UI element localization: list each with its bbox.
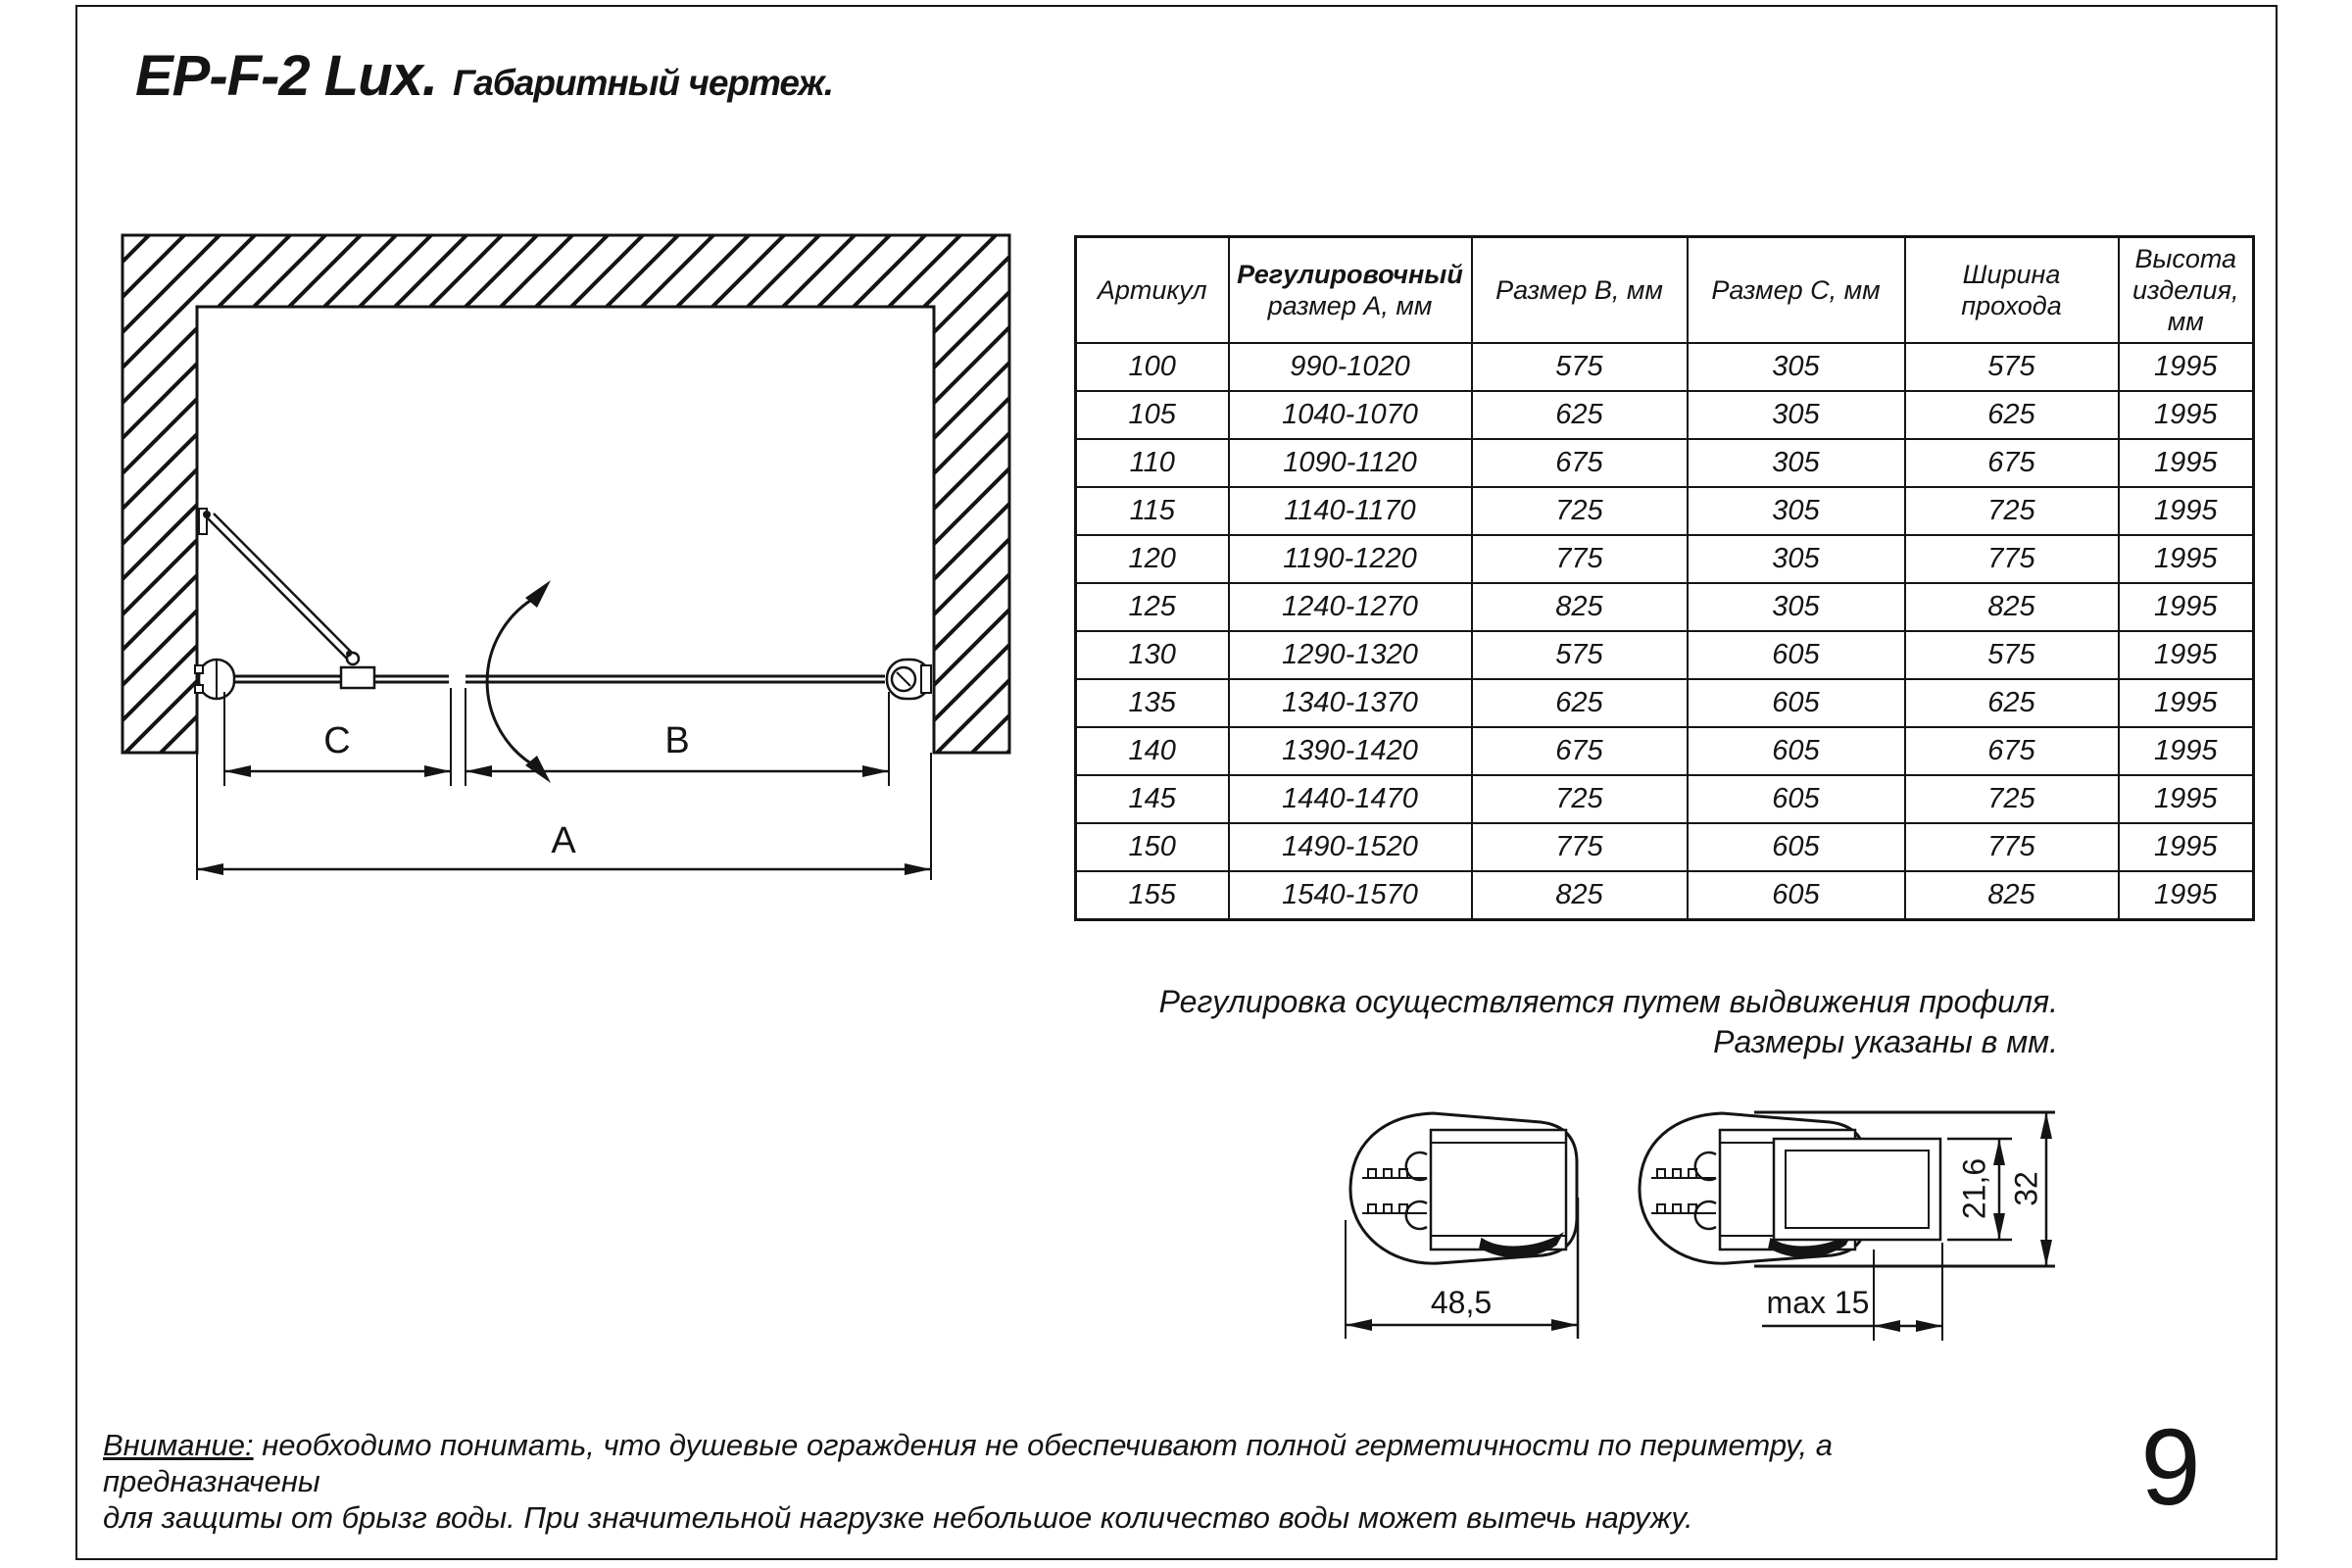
table-cell: 625 [1472,679,1688,727]
table-cell: 575 [1472,343,1688,391]
table-cell: 725 [1472,487,1688,535]
size-table [1074,235,2255,921]
table-cell: 1040-1070 [1229,391,1472,439]
table-cell: 675 [1472,727,1688,775]
dimension-b-label: B [664,720,690,761]
table-cell: 625 [1472,391,1688,439]
table-cell: 115 [1076,487,1229,535]
profile-width-dim-label: 48,5 [1430,1285,1493,1320]
note-line-1: Регулировка осуществляется путем выдвижения профиля. [1158,984,2058,1019]
table-row [1076,439,2254,487]
dimension-a-label: A [551,820,576,861]
table-cell: 605 [1688,631,1905,679]
table-cell: 625 [1905,679,2119,727]
table-cell: 825 [1472,871,1688,920]
warning-line-2: для защиты от брызг воды. При значительной нагрузке небольшое количество воды может вытечь наружу. [103,1500,1693,1535]
pivot-block [341,667,374,688]
table-cell: 575 [1905,343,2119,391]
table-cell: 1995 [2119,871,2254,920]
header-cell: Размер С, мм [1688,237,1905,344]
table-cell: 1340-1370 [1229,679,1472,727]
table-cell: 1440-1470 [1229,775,1472,823]
warning-text [103,1427,2053,1536]
left-wall-profile [195,660,234,699]
profile-inner-height-dim-label: 21,6 [1956,1157,1992,1220]
warning-label: Внимание: [103,1428,254,1462]
table-cell: 305 [1688,535,1905,583]
table-cell: 1995 [2119,775,2254,823]
table-cell: 1995 [2119,631,2254,679]
table-cell: 625 [1905,391,2119,439]
profile-cross-sections [1333,1068,2107,1382]
warning-line-1 [103,1427,2053,1499]
table-row [1076,583,2254,631]
table-cell: 675 [1905,439,2119,487]
table-row [1076,487,2254,535]
table-cell: 990-1020 [1229,343,1472,391]
table-cell: 725 [1905,775,2119,823]
table-cell: 1090-1120 [1229,439,1472,487]
table-row [1076,775,2254,823]
table-cell: 775 [1472,823,1688,871]
table-row [1076,871,2254,920]
table-cell: 675 [1472,439,1688,487]
header-cell: Высота изделия, мм [2119,237,2254,344]
table-cell: 150 [1076,823,1229,871]
page-number: 9 [2140,1407,2201,1528]
table-cell: 725 [1472,775,1688,823]
table-cell: 1240-1270 [1229,583,1472,631]
table-cell: 1995 [2119,391,2254,439]
table-cell: 1290-1320 [1229,631,1472,679]
table-cell: 305 [1688,343,1905,391]
table-cell: 305 [1688,391,1905,439]
header-cell: Артикул [1076,237,1229,344]
table-cell: 605 [1688,775,1905,823]
table-cell: 575 [1472,631,1688,679]
table-cell: 155 [1076,871,1229,920]
table-cell: 825 [1905,871,2119,920]
table-cell: 825 [1905,583,2119,631]
table-cell: 1490-1520 [1229,823,1472,871]
table-cell: 1995 [2119,583,2254,631]
table-cell: 675 [1905,727,2119,775]
glass-panel-right [466,676,885,682]
warning-line-1-rest: необходимо понимать, что душевые ограждения не обеспечивают полной герметичности по периметру, а предназначены [103,1428,1833,1498]
table-cell: 305 [1688,439,1905,487]
table-cell: 1390-1420 [1229,727,1472,775]
table-header-row [1076,237,2254,344]
table-cell: 1995 [2119,823,2254,871]
table-cell: 1995 [2119,679,2254,727]
folding-door-strut [199,509,359,664]
table-cell: 1995 [2119,535,2254,583]
header-cell: Ширина прохода [1905,237,2119,344]
table-cell: 605 [1688,679,1905,727]
table-cell: 775 [1905,823,2119,871]
table-cell: 775 [1472,535,1688,583]
table-row [1076,535,2254,583]
table-cell: 605 [1688,871,1905,920]
table-cell: 110 [1076,439,1229,487]
table-cell: 1995 [2119,343,2254,391]
right-wall-profile [887,660,931,699]
table-cell: 1140-1170 [1229,487,1472,535]
table-cell: 775 [1905,535,2119,583]
table-row [1076,631,2254,679]
dimension-c-label: C [323,720,351,761]
table-row [1076,679,2254,727]
table-cell: 575 [1905,631,2119,679]
table-cell: 1190-1220 [1229,535,1472,583]
table-row [1076,727,2254,775]
header-cell: Размер В, мм [1472,237,1688,344]
table-cell: 100 [1076,343,1229,391]
table-row [1076,391,2254,439]
table-cell: 305 [1688,583,1905,631]
note-line-2: Размеры указаны в мм. [1713,1024,2058,1059]
table-cell: 140 [1076,727,1229,775]
table-row [1076,343,2254,391]
table-cell: 145 [1076,775,1229,823]
table-cell: 120 [1076,535,1229,583]
table-cell: 1995 [2119,727,2254,775]
profile-outer-height-dim-label: 32 [2008,1171,2044,1206]
table-cell: 1995 [2119,439,2254,487]
profile-gap-dim-label: max 15 [1766,1285,1870,1320]
table-cell: 605 [1688,727,1905,775]
table-cell: 605 [1688,823,1905,871]
table-cell: 725 [1905,487,2119,535]
drawing-subtitle: Габаритный чертеж. [453,63,834,103]
table-cell: 105 [1076,391,1229,439]
header-cell: Регулировочный размер А, мм [1229,237,1472,344]
page-title [135,43,833,109]
table-cell: 125 [1076,583,1229,631]
table-cell: 130 [1076,631,1229,679]
table-cell: 825 [1472,583,1688,631]
product-model-title: EP-F-2 Lux. [135,44,438,108]
table-cell: 135 [1076,679,1229,727]
table-cell: 1995 [2119,487,2254,535]
table-cell: 305 [1688,487,1905,535]
table-row [1076,823,2254,871]
adjustment-notes [1078,982,2058,1062]
table-cell: 1540-1570 [1229,871,1472,920]
installation-diagram [98,216,1039,921]
table-body [1076,343,2254,920]
